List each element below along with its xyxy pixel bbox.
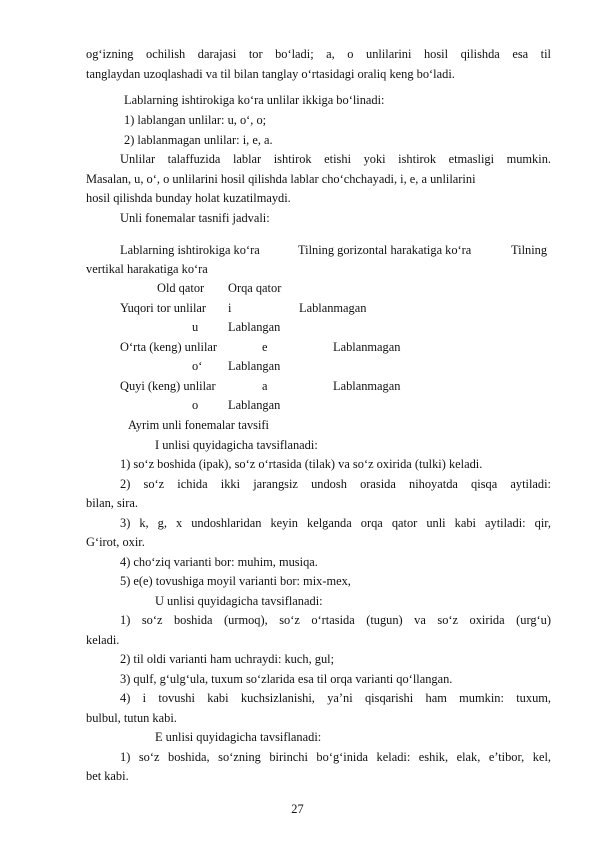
section-heading: Ayrim unli fonemalar tavsifi [128,418,269,432]
table-cell: Old qator [157,281,205,295]
table-header: Tilning [511,243,548,257]
text-line: bet kabi. [86,769,129,783]
subheading: E unlisi quyidagicha tavsiflanadi: [155,730,322,744]
list-item: 3) qulf, g‘ulg‘ula, tuxum so‘zlarida esa til orqa varianti qo‘llangan. [120,672,453,686]
list-item: 5) e(e) tovushiga moyil varianti bor: mix-mex, [120,574,351,588]
table-cell: Quyi (keng) unlilar [120,379,216,393]
table-header: Lablarning ishtirokiga ko‘ra [120,243,260,257]
table-header: Tilning gorizontal harakatiga ko‘ra [298,243,472,257]
table-cell: Lablangan [228,359,281,373]
subheading: U unlisi quyidagicha tavsiflanadi: [155,594,323,608]
list-item: 1) lablangan unlilar: u, o‘, o; [124,113,267,127]
list-item: 2) so‘z ichida ikki jarangsiz undosh orasida nihoyatda qisqa aytiladi: [120,477,551,491]
text-line: bilan, sira. [86,496,138,510]
subheading: I unlisi quyidagicha tavsiflanadi: [155,438,318,452]
page-number: 27 [291,802,304,816]
text-line: keladi. [86,633,120,647]
table-header: vertikal harakatiga ko‘ra [86,262,208,276]
list-item: 1) so‘z boshida, so‘zning birinchi bo‘g‘inida keladi: eshik, elak, e’tibor, kel, [120,750,551,764]
list-item: 3) k, g, x undoshlaridan keyin kelganda orqa qator unli kabi aytiladi: qir, [120,516,551,530]
table-cell: u [192,320,199,334]
list-item: 2) til oldi varianti ham uchraydi: kuch, gul; [120,652,335,666]
table-cell: Orqa qator [228,281,282,295]
text-line: og‘izning ochilish darajasi tor bo‘ladi; a, o unlilarini hosil qilishda esa til [86,47,551,61]
table-cell: a [262,379,268,393]
table-cell: i [228,301,232,315]
table-cell: Yuqori tor unlilar [120,301,207,315]
section-heading: Unli fonemalar tasnifi jadvali: [120,211,270,225]
text-line: G‘irot, oxir. [86,535,145,549]
table-cell: o‘ [192,359,203,373]
table-cell: Lablangan [228,398,281,412]
table-cell: Lablanmagan [333,340,401,354]
text-line: Unlilar talaffuzida lablar ishtirok etishi yoki ishtirok etmasligi mumkin. [120,152,551,166]
text-line: Lablarning ishtirokiga ko‘ra unlilar ikkiga bo‘linadi: [124,93,385,107]
list-item: 4) i tovushi kabi kuchsizlanishi, ya’ni qisqarishi ham mumkin: tuxum, [120,691,551,705]
list-item: 1) so‘z boshida (urmoq), so‘z o‘rtasida (tugun) va so‘z oxirida (urg‘u) [120,613,551,627]
list-item: 4) cho‘ziq varianti bor: muhim, musiqa. [120,555,318,569]
table-cell: Lablangan [228,320,281,334]
table-cell: O‘rta (keng) unlilar [120,340,218,354]
text-line: tanglaydan uzoqlashadi va til bilan tanglay o‘rtasidagi oraliq keng bo‘ladi. [86,67,455,81]
list-item: 1) so‘z boshida (ipak), so‘z o‘rtasida (tilak) va so‘z oxirida (tulki) keladi. [120,457,483,471]
table-cell: e [262,340,268,354]
list-item: 2) lablanmagan unlilar: i, e, a. [124,133,273,147]
text-line: bulbul, tutun kabi. [86,711,177,725]
text-line: hosil qilishda bunday holat kuzatilmaydi. [86,191,291,205]
table-cell: Lablanmagan [333,379,401,393]
table-cell: o [192,398,199,412]
table-cell: Lablanmagan [299,301,367,315]
text-line: Masalan, u, o‘, o unlilarini hosil qilishda lablar cho‘chchayadi, i, e, a unlilarini [86,172,476,186]
